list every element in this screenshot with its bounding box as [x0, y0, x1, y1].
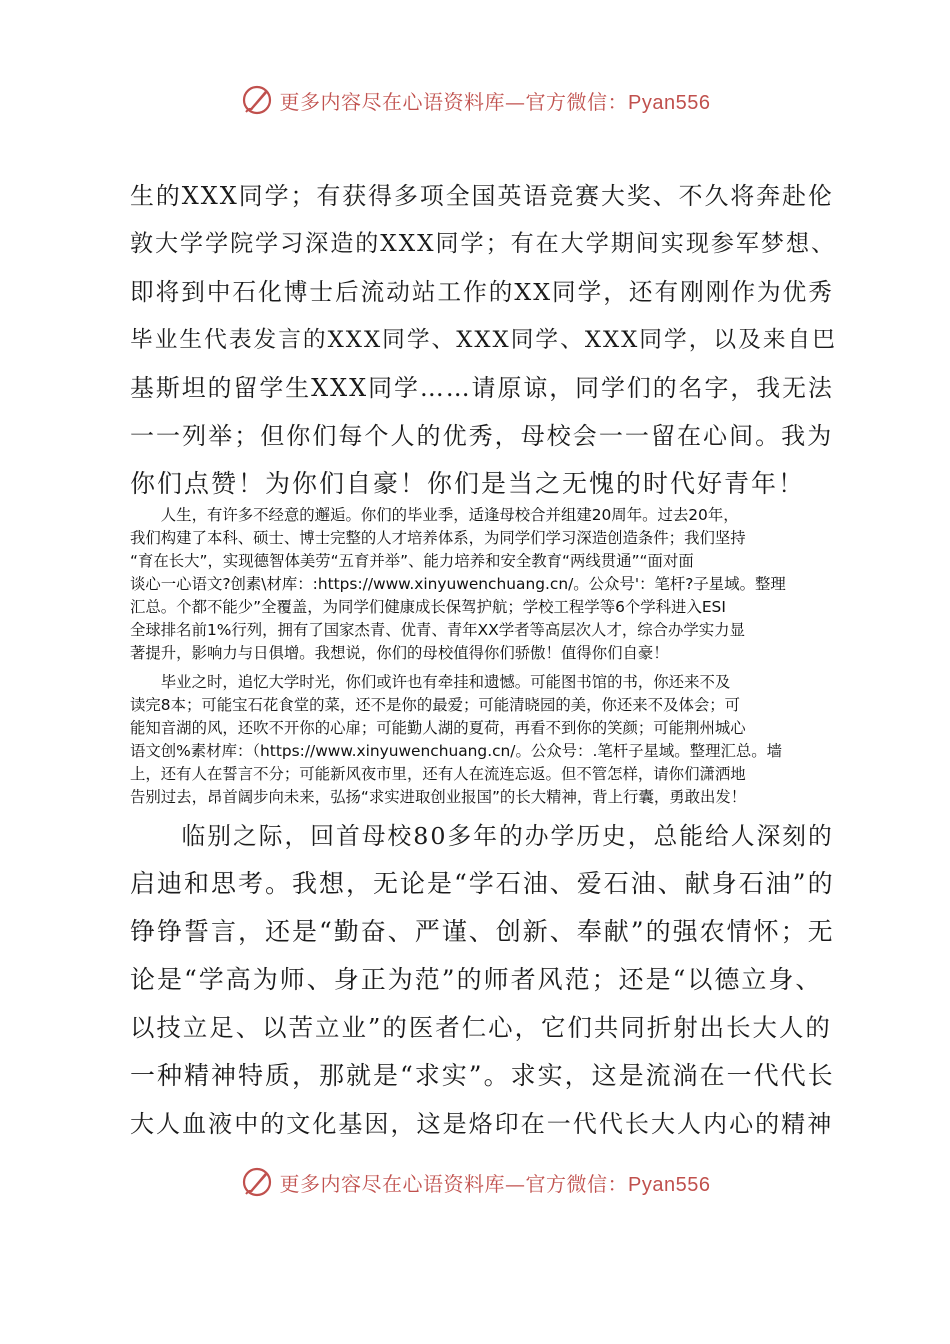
footer-banner-content [240, 1165, 711, 1199]
header-wechat-id: Pyan556 [628, 91, 711, 114]
paragraph-line: 毕业生代表发言的XXX同学、XXX同学、XXX同学，以及来自巴 [130, 327, 837, 353]
paragraph-line: 读完8本；可能宝石花食堂的菜，还不是你的最爱；可能清晓园的美，你还来不及体会；可 [130, 696, 741, 714]
header-banner [0, 80, 950, 120]
paragraph-4 [130, 812, 835, 1148]
paragraph-line: 你们点赞！为你们自豪！你们是当之无愧的时代好青年！ [130, 469, 806, 498]
paragraph-line: 敦大学学院学习深造的XXX同学；有在大学期间实现参军梦想、 [130, 231, 837, 257]
paragraph-line: 能知音湖的风，还吹不开你的心扉；可能勤人湖的夏荷，再看不到你的笑颜；可能荆州城心 [130, 719, 746, 737]
paragraph-line: 生的XXX同学；有获得多项全国英语竞赛大奖、不久将奔赴伦 [130, 182, 834, 210]
paragraph-line: 大人血液中的文化基因，这是烙印在一代代长大人内心的精神 [130, 1110, 834, 1138]
paragraph-line: 启迪和思考。我想，无论是“学石油、爱石油、献身石油”的 [130, 869, 835, 898]
paragraph-line: “育在长大”，实现德智体美劳“五育并举”、能力培养和安全教育“两线贯通”“面对面 [130, 552, 694, 570]
paragraph-line: 告别过去，昂首阔步向未来，弘扬“求实进取创业报国”的长大精神，背上行囊，勇敢出发！ [130, 788, 747, 806]
paragraph-1 [130, 172, 835, 508]
paragraph-line: 我们构建了本科、硕士、博士完整的人才培养体系，为同学们学习深造创造条件；我们坚持 [130, 529, 746, 547]
paragraph-line: 毕业之时，追忆大学时光，你们或许也有牵挂和遗憾。可能图书馆的书，你还来不及 [130, 673, 731, 691]
paragraph-line: 铮铮誓言，还是“勤奋、严谨、创新、奉献”的强农情怀；无 [130, 917, 835, 946]
paragraph-line: 临别之际，回首母校80多年的办学历史，总能给人深刻的 [130, 822, 834, 850]
paragraph-line: 上，还有人在誓言不分；可能新风夜市里，还有人在流连忘返。但不管怎样，请你们潇洒地 [130, 765, 746, 783]
footer-wechat-id: Pyan556 [628, 1173, 711, 1196]
paragraph-line: 汇总。个都不能少”全覆盖，为同学们健康成长保驾护航；学校工程学等6个学科进入ESI [130, 598, 726, 616]
footer-banner-label: 更多内容尽在心语资料库—官方微信： [279, 1171, 629, 1196]
quill-pen-icon [240, 83, 274, 117]
header-banner-content [240, 83, 711, 117]
paragraph-line: 一种精神特质，那就是“求实”。求实，这是流淌在一代代长 [130, 1061, 835, 1090]
paragraph-line: 即将到中石化博士后流动站工作的XX同学，还有刚刚作为优秀 [130, 278, 834, 306]
footer-banner-text [280, 1168, 711, 1197]
paragraph-line: 一一列举；但你们每个人的优秀，母校会一一留在心间。我为 [130, 422, 834, 450]
header-banner-text [280, 86, 711, 115]
header-banner-label: 更多内容尽在心语资料库—官方微信： [279, 89, 629, 114]
paragraph-3 [130, 671, 835, 809]
paragraph-2 [130, 504, 835, 665]
paragraph-line: 人生，有许多不经意的邂逅。你们的毕业季，适逢母校合并组建20周年。过去20年， [130, 506, 739, 524]
paragraph-line: 语文创%素材库：（https://www.xinyuwenchuang.cn/。公众号：.笔杆子星域。整理汇总。墙 [130, 742, 783, 760]
paragraph-line: 以技立足、以苦立业”的医者仁心，它们共同折射出长大人的 [130, 1013, 832, 1042]
paragraph-line: 谈心一心语文?创素\材库：:https://www.xinyuwenchuang.cn/。公众号'：笔杆?子星域。整理 [130, 575, 786, 593]
paragraph-line: 基斯坦的留学生XXX同学……请原谅，同学们的名字，我无法 [130, 374, 834, 402]
footer-banner [0, 1162, 950, 1202]
paragraph-line: 论是“学高为师、身正为范”的师者风范；还是“以德立身、 [130, 965, 823, 994]
paragraph-line: 全球排名前1%行列，拥有了国家杰青、优青、青年XX学者等高层次人才，综合办学实力显 [130, 621, 745, 639]
paragraph-line: 著提升，影响力与日俱增。我想说，你们的母校值得你们骄傲！值得你们自豪！ [130, 644, 669, 662]
quill-pen-icon [240, 1165, 274, 1199]
